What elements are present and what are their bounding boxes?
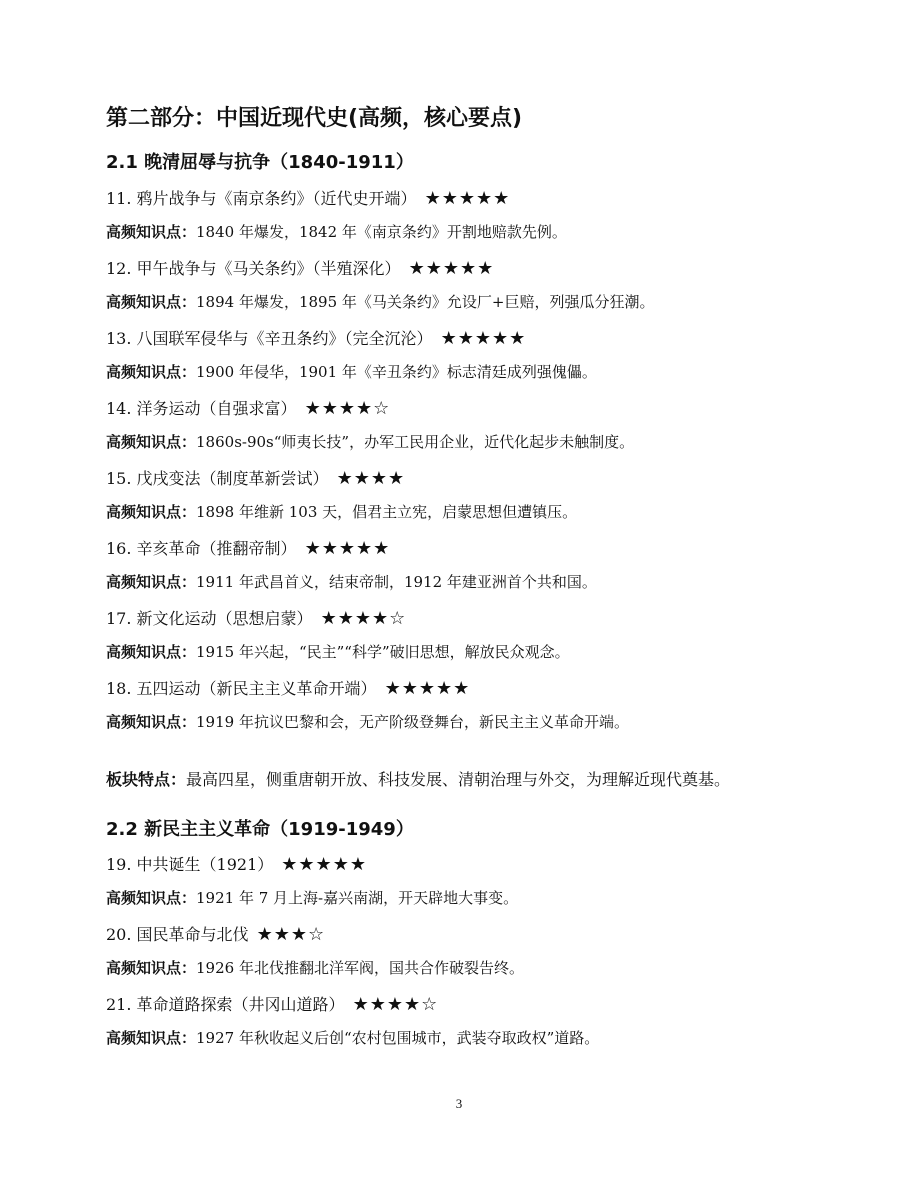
section-title-2-2: 2.2 新民主主义革命（1919-1949）: [106, 819, 414, 840]
feature-label: 板块特点：: [106, 770, 187, 789]
kp-label: 高频知识点：: [106, 889, 197, 907]
item-number: 17.: [106, 609, 132, 628]
knowledge-point-14: [106, 431, 634, 452]
item-number: 18.: [106, 679, 132, 698]
knowledge-point-19: [106, 887, 518, 908]
star-rating-icon: ★★★★★: [384, 678, 471, 699]
item-title: 甲午战争与《马关条约》（半殖深化）: [136, 259, 401, 278]
list-item-20: [106, 922, 325, 945]
star-rating-icon: ★★★★☆: [352, 994, 439, 1015]
kp-text: 1926 年北伐推翻北洋军阀，国共合作破裂告终。: [196, 959, 524, 977]
list-item-15: [106, 466, 405, 489]
kp-text: 1894 年爆发，1895 年《马关条约》允设厂+巨赔，列强瓜分狂潮。: [196, 293, 655, 311]
star-rating-icon: ★★★★★: [281, 854, 367, 875]
item-number: 21.: [106, 995, 132, 1014]
kp-label: 高频知识点：: [106, 1029, 197, 1047]
kp-text: 1915 年兴起，“民主”“科学”破旧思想，解放民众观念。: [196, 643, 570, 661]
list-item-17: [106, 606, 406, 629]
kp-label: 高频知识点：: [106, 713, 197, 731]
star-rating-icon: ★★★★★: [424, 188, 511, 209]
item-title: 新文化运动（思想启蒙）: [136, 609, 313, 628]
item-title: 鸦片战争与《南京条约》（近代史开端）: [136, 189, 417, 208]
kp-label: 高频知识点：: [106, 503, 197, 521]
list-item-11: [106, 186, 510, 209]
part-title: 第二部分：中国近现代史(高频，核心要点): [106, 106, 523, 131]
item-number: 20.: [106, 925, 132, 944]
knowledge-point-21: [106, 1027, 599, 1048]
kp-text: 1911 年武昌首义，结束帝制，1912 年建亚洲首个共和国。: [196, 573, 597, 591]
item-title: 辛亥革命（推翻帝制）: [136, 539, 297, 558]
knowledge-point-13: [106, 361, 597, 382]
item-number: 15.: [106, 469, 132, 488]
item-title: 戊戌变法（制度革新尝试）: [136, 469, 329, 488]
knowledge-point-12: [106, 291, 654, 312]
kp-text: 1900 年侵华，1901 年《辛丑条约》标志清廷成列强傀儡。: [196, 363, 597, 381]
item-number: 14.: [106, 399, 132, 418]
list-item-13: [106, 326, 526, 349]
item-title: 八国联军侵华与《辛丑条约》（完全沉沦）: [136, 329, 433, 348]
kp-text: 1860s-90s“师夷长技”，办军工民用企业，近代化起步未触制度。: [196, 433, 635, 451]
star-rating-icon: ★★★★★: [408, 258, 495, 279]
item-number: 19.: [106, 855, 132, 874]
kp-text: 1927 年秋收起义后创“农村包围城市，武装夺取政权”道路。: [196, 1029, 600, 1047]
star-rating-icon: ★★★★★: [304, 538, 391, 559]
kp-label: 高频知识点：: [106, 293, 197, 311]
page-number: 3: [455, 1096, 463, 1111]
item-title: 五四运动（新民主主义革命开端）: [136, 679, 377, 698]
star-rating-icon: ★★★☆: [256, 924, 326, 945]
kp-label: 高频知识点：: [106, 643, 197, 661]
item-title: 中共诞生（1921）: [136, 855, 274, 874]
item-title: 革命道路探索（井冈山道路）: [136, 995, 345, 1014]
list-item-18: [106, 676, 470, 699]
kp-text: 1919 年抗议巴黎和会，无产阶级登舞台，新民主主义革命开端。: [196, 713, 629, 731]
item-title: 洋务运动（自强求富）: [136, 399, 297, 418]
list-item-16: [106, 536, 390, 559]
kp-label: 高频知识点：: [106, 223, 197, 241]
kp-label: 高频知识点：: [106, 573, 197, 591]
list-item-21: [106, 992, 438, 1015]
star-rating-icon: ★★★★: [336, 468, 406, 489]
knowledge-point-16: [106, 571, 597, 592]
kp-text: 1921 年 7 月上海-嘉兴南湖，开天辟地大事变。: [196, 889, 519, 907]
item-title: 国民革命与北伐: [136, 925, 249, 944]
kp-label: 高频知识点：: [106, 959, 197, 977]
item-number: 13.: [106, 329, 132, 348]
item-number: 11.: [106, 189, 132, 208]
star-rating-icon: ★★★★☆: [304, 398, 391, 419]
kp-text: 1898 年维新 103 天，倡君主立宪，启蒙思想但遭镇压。: [196, 503, 578, 521]
star-rating-icon: ★★★★★: [440, 328, 527, 349]
list-item-12: [106, 256, 494, 279]
star-rating-icon: ★★★★☆: [320, 608, 407, 629]
feature-text: 最高四星，侧重唐朝开放、科技发展、清朝治理与外交，为理解近现代奠基。: [186, 770, 731, 789]
knowledge-point-15: [106, 501, 577, 522]
item-number: 12.: [106, 259, 132, 278]
knowledge-point-20: [106, 957, 524, 978]
kp-text: 1840 年爆发，1842 年《南京条约》开割地赔款先例。: [196, 223, 567, 241]
section-title-2-1: 2.1 晚清屈辱与抗争（1840-1911）: [106, 152, 414, 173]
knowledge-point-17: [106, 641, 570, 662]
kp-label: 高频知识点：: [106, 363, 197, 381]
list-item-14: [106, 396, 390, 419]
knowledge-point-11: [106, 221, 567, 242]
kp-label: 高频知识点：: [106, 433, 197, 451]
list-item-19: [106, 852, 367, 875]
item-number: 16.: [106, 539, 132, 558]
knowledge-point-18: [106, 711, 629, 732]
section-feature: [106, 767, 730, 790]
